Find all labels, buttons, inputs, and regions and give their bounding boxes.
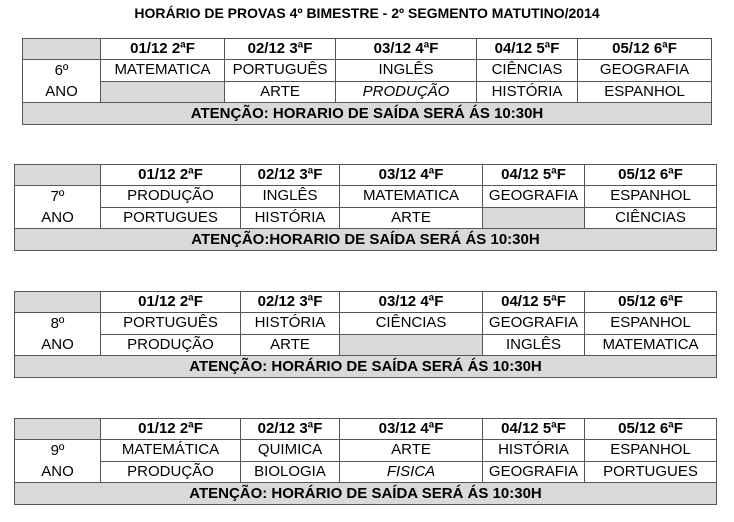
date-header: 02/12 3ªF — [241, 419, 340, 440]
date-header: 05/12 6ªF — [585, 165, 717, 186]
subject-cell: CIÊNCIAS — [340, 313, 483, 335]
subject-cell: MATEMATICA — [585, 334, 717, 356]
notice-row — [15, 483, 717, 505]
document-title: HORÁRIO DE PROVAS 4º BIMESTRE - 2º SEGMENTO MATUTINO/2014 — [134, 5, 600, 21]
subject-cell: ESPANHOL — [585, 186, 717, 208]
subject-row — [23, 60, 712, 82]
exit-time-notice: ATENÇÃO: HORARIO DE SAÍDA SERÁ ÁS 10:30H — [23, 103, 712, 125]
date-header: 02/12 3ªF — [241, 165, 340, 186]
subject-cell: PORTUGUÊS — [225, 60, 336, 82]
notice-row — [23, 103, 712, 125]
corner-cell — [15, 419, 101, 440]
subject-row — [23, 81, 712, 103]
schedule-table-9-ano — [14, 418, 717, 505]
subject-cell: ESPANHOL — [585, 440, 717, 462]
subject-cell: HISTÓRIA — [241, 313, 340, 335]
exit-time-notice: ATENÇÃO:HORARIO DE SAÍDA SERÁ ÁS 10:30H — [15, 229, 717, 251]
subject-row — [15, 461, 717, 483]
year-number: 7º — [50, 188, 65, 205]
schedule-table-6-ano — [22, 38, 712, 125]
subject-cell: MATEMÁTICA — [101, 440, 241, 462]
subject-cell: HISTÓRIA — [241, 207, 340, 229]
year-number: 6º — [54, 62, 69, 79]
date-header: 05/12 6ªF — [585, 292, 717, 313]
subject-cell: PORTUGUES — [101, 207, 241, 229]
date-header: 04/12 5ªF — [483, 419, 585, 440]
subject-cell: PORTUGUES — [585, 461, 717, 483]
date-header: 03/12 4ªF — [340, 419, 483, 440]
header-row — [23, 39, 712, 60]
subject-cell: ARTE — [340, 440, 483, 462]
subject-cell: GEOGRAFIA — [483, 186, 585, 208]
subject-row — [15, 207, 717, 229]
year-word: ANO — [41, 336, 74, 353]
subject-row — [15, 334, 717, 356]
exit-time-notice: ATENÇÃO: HORÁRIO DE SAÍDA SERÁ ÁS 10:30H — [15, 483, 717, 505]
header-row — [15, 419, 717, 440]
subject-cell: BIOLOGIA — [241, 461, 340, 483]
corner-cell — [15, 165, 101, 186]
date-header: 01/12 2ªF — [101, 419, 241, 440]
subject-cell: ARTE — [241, 334, 340, 356]
date-header: 03/12 4ªF — [340, 165, 483, 186]
header-row — [15, 292, 717, 313]
subject-cell: INGLÊS — [241, 186, 340, 208]
subject-cell: ARTE — [225, 81, 336, 103]
schedule-table-7-ano — [14, 164, 717, 251]
subject-cell: CIÊNCIAS — [477, 60, 578, 82]
year-word: ANO — [41, 209, 74, 226]
subject-cell: PRODUÇÃO — [101, 461, 241, 483]
year-label — [15, 313, 101, 356]
empty-subject-cell — [340, 334, 483, 356]
subject-cell: GEOGRAFIA — [578, 60, 712, 82]
date-header: 05/12 6ªF — [585, 419, 717, 440]
subject-cell: INGLÊS — [483, 334, 585, 356]
date-header: 04/12 5ªF — [483, 165, 585, 186]
subject-cell: ESPANHOL — [585, 313, 717, 335]
empty-subject-cell — [101, 81, 225, 103]
empty-subject-cell — [483, 207, 585, 229]
corner-cell — [23, 39, 101, 60]
subject-row — [15, 186, 717, 208]
year-number: 9º — [50, 442, 65, 459]
date-header: 04/12 5ªF — [483, 292, 585, 313]
year-number: 8º — [50, 315, 65, 332]
subject-cell: HISTÓRIA — [477, 81, 578, 103]
subject-cell: ARTE — [340, 207, 483, 229]
year-label — [23, 60, 101, 103]
header-row — [15, 165, 717, 186]
date-header: 03/12 4ªF — [340, 292, 483, 313]
corner-cell — [15, 292, 101, 313]
subject-cell: PRODUÇÃO — [101, 186, 241, 208]
subject-cell: MATEMATICA — [101, 60, 225, 82]
year-label — [15, 440, 101, 483]
subject-cell: QUIMICA — [241, 440, 340, 462]
year-word: ANO — [41, 463, 74, 480]
subject-cell: PRODUÇÃO — [101, 334, 241, 356]
date-header: 01/12 2ªF — [101, 165, 241, 186]
date-header: 01/12 2ªF — [101, 292, 241, 313]
date-header: 04/12 5ªF — [477, 39, 578, 60]
date-header: 01/12 2ªF — [101, 39, 225, 60]
subject-row — [15, 440, 717, 462]
subject-cell: ESPANHOL — [578, 81, 712, 103]
exit-time-notice: ATENÇÃO: HORÁRIO DE SAÍDA SERÁ ÁS 10:30H — [15, 356, 717, 378]
subject-cell: PORTUGUÊS — [101, 313, 241, 335]
subject-cell: CIÊNCIAS — [585, 207, 717, 229]
subject-cell: GEOGRAFIA — [483, 313, 585, 335]
notice-row — [15, 229, 717, 251]
year-word: ANO — [45, 83, 78, 100]
date-header: 05/12 6ªF — [578, 39, 712, 60]
subject-cell: GEOGRAFIA — [483, 461, 585, 483]
subject-cell: PRODUÇÃO — [336, 81, 477, 103]
subject-cell: FISICA — [340, 461, 483, 483]
subject-cell: MATEMATICA — [340, 186, 483, 208]
date-header: 02/12 3ªF — [225, 39, 336, 60]
subject-cell: HISTÓRIA — [483, 440, 585, 462]
subject-row — [15, 313, 717, 335]
date-header: 03/12 4ªF — [336, 39, 477, 60]
subject-cell: INGLÊS — [336, 60, 477, 82]
date-header: 02/12 3ªF — [241, 292, 340, 313]
year-label — [15, 186, 101, 229]
schedule-table-8-ano — [14, 291, 717, 378]
notice-row — [15, 356, 717, 378]
